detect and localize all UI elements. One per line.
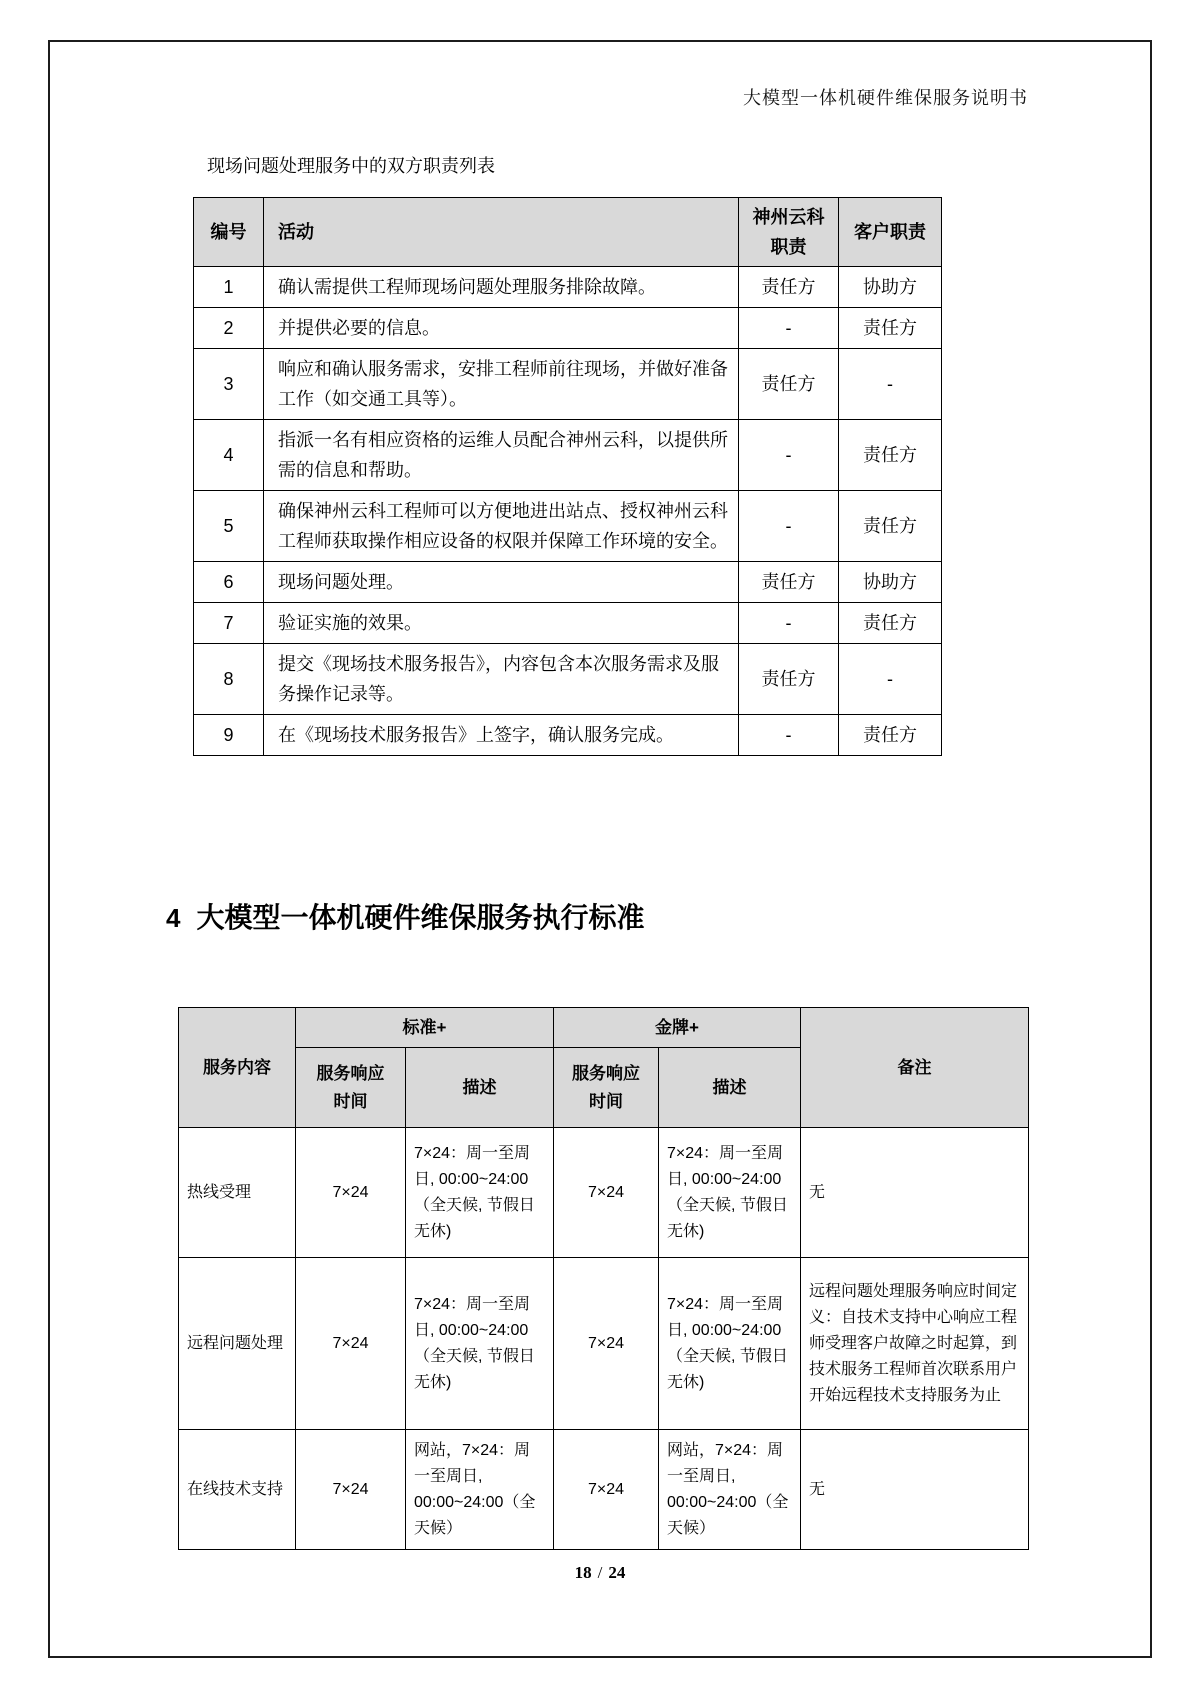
cell-activity: 响应和确认服务需求，安排工程师前往现场，并做好准备工作（如交通工具等）。: [264, 349, 739, 420]
table1-header-no: 编号: [194, 198, 264, 267]
cell-customer: -: [839, 644, 942, 715]
table1-header-vendor: 神州云科职责: [739, 198, 839, 267]
table2-subheader-response-gold: 服务响应时间: [554, 1048, 659, 1128]
section-title: 大模型一体机硬件维保服务执行标准: [196, 902, 645, 933]
cell-service: 远程问题处理: [179, 1258, 296, 1430]
cell-vendor: -: [739, 420, 839, 491]
table-row: [179, 1258, 1029, 1430]
table2-header-remark: 备注: [801, 1008, 1029, 1128]
cell-no: 5: [194, 491, 264, 562]
cell-customer: 责任方: [839, 308, 942, 349]
section-heading: [166, 896, 644, 936]
cell-customer: 责任方: [839, 491, 942, 562]
table-row: [194, 267, 942, 308]
cell-gold-desc: 7×24：周一至周日, 00:00~24:00（全天候, 节假日无休): [659, 1128, 801, 1258]
cell-gold-time: 7×24: [554, 1430, 659, 1550]
table2-subheader-desc-standard: 描述: [406, 1048, 554, 1128]
table1-caption: 现场问题处理服务中的双方职责列表: [207, 156, 495, 176]
table-row: [194, 562, 942, 603]
cell-standard-time: 7×24: [296, 1128, 406, 1258]
cell-activity: 提交《现场技术服务报告》，内容包含本次服务需求及服务操作记录等。: [264, 644, 739, 715]
cell-service: 在线技术支持: [179, 1430, 296, 1550]
cell-activity: 现场问题处理。: [264, 562, 739, 603]
cell-activity: 确保神州云科工程师可以方便地进出站点、授权神州云科工程师获取操作相应设备的权限并保障工作环境的安全。: [264, 491, 739, 562]
document-header-title: 大模型一体机硬件维保服务说明书: [743, 88, 1028, 108]
cell-activity: 确认需提供工程师现场问题处理服务排除故障。: [264, 267, 739, 308]
cell-standard-desc: 7×24：周一至周日, 00:00~24:00（全天候, 节假日无休): [406, 1128, 554, 1258]
cell-activity: 在《现场技术服务报告》上签字，确认服务完成。: [264, 715, 739, 756]
cell-customer: 责任方: [839, 715, 942, 756]
cell-remark: 无: [801, 1128, 1029, 1258]
table2-subheader-desc-gold: 描述: [659, 1048, 801, 1128]
table1-header-activity: 活动: [264, 198, 739, 267]
cell-customer: 协助方: [839, 267, 942, 308]
page-number-current: 18: [574, 1563, 592, 1582]
cell-standard-time: 7×24: [296, 1430, 406, 1550]
page-number-separator: /: [597, 1563, 603, 1582]
cell-standard-desc: 7×24：周一至周日, 00:00~24:00（全天候, 节假日无休): [406, 1258, 554, 1430]
table-row: [179, 1128, 1029, 1258]
cell-no: 1: [194, 267, 264, 308]
table2-subheader-response-standard: 服务响应时间: [296, 1048, 406, 1128]
table2-header-standard: 标准+: [296, 1008, 554, 1048]
service-standard-table: [178, 1007, 1029, 1550]
cell-no: 6: [194, 562, 264, 603]
cell-vendor: 责任方: [739, 644, 839, 715]
cell-no: 3: [194, 349, 264, 420]
cell-vendor: 责任方: [739, 267, 839, 308]
cell-vendor: 责任方: [739, 349, 839, 420]
cell-vendor: -: [739, 603, 839, 644]
page-number-total: 24: [608, 1563, 626, 1582]
table2-header-service: 服务内容: [179, 1008, 296, 1128]
table-row: [179, 1430, 1029, 1550]
table-row: [194, 491, 942, 562]
table-row: [194, 308, 942, 349]
table-row: [194, 349, 942, 420]
cell-gold-time: 7×24: [554, 1258, 659, 1430]
cell-vendor: -: [739, 715, 839, 756]
cell-standard-time: 7×24: [296, 1258, 406, 1430]
cell-customer: 责任方: [839, 420, 942, 491]
table-row: [194, 644, 942, 715]
cell-vendor: -: [739, 491, 839, 562]
cell-vendor: -: [739, 308, 839, 349]
table-row: [194, 603, 942, 644]
table-row: [194, 715, 942, 756]
cell-customer: -: [839, 349, 942, 420]
cell-activity: 验证实施的效果。: [264, 603, 739, 644]
cell-no: 4: [194, 420, 264, 491]
cell-vendor: 责任方: [739, 562, 839, 603]
table-header-row: [179, 1008, 1029, 1048]
cell-no: 8: [194, 644, 264, 715]
table-header-row: [194, 198, 942, 267]
cell-no: 2: [194, 308, 264, 349]
cell-remark: 无: [801, 1430, 1029, 1550]
responsibility-table: [193, 197, 942, 756]
page-footer: [0, 1563, 1200, 1583]
cell-customer: 协助方: [839, 562, 942, 603]
cell-activity: 并提供必要的信息。: [264, 308, 739, 349]
cell-gold-time: 7×24: [554, 1128, 659, 1258]
table-row: [194, 420, 942, 491]
cell-no: 7: [194, 603, 264, 644]
cell-no: 9: [194, 715, 264, 756]
cell-standard-desc: 网站，7×24：周一至周日, 00:00~24:00（全天候）: [406, 1430, 554, 1550]
cell-activity: 指派一名有相应资格的运维人员配合神州云科，以提供所需的信息和帮助。: [264, 420, 739, 491]
section-number: 4: [166, 903, 181, 933]
cell-service: 热线受理: [179, 1128, 296, 1258]
cell-gold-desc: 7×24：周一至周日, 00:00~24:00（全天候, 节假日无休): [659, 1258, 801, 1430]
table2-header-gold: 金牌+: [554, 1008, 801, 1048]
cell-remark: 远程问题处理服务响应时间定义：自技术支持中心响应工程师受理客户故障之时起算，到技术服务工程师首次联系用户开始远程技术支持服务为止: [801, 1258, 1029, 1430]
table1-header-customer: 客户职责: [839, 198, 942, 267]
cell-customer: 责任方: [839, 603, 942, 644]
cell-gold-desc: 网站，7×24：周一至周日, 00:00~24:00（全天候）: [659, 1430, 801, 1550]
